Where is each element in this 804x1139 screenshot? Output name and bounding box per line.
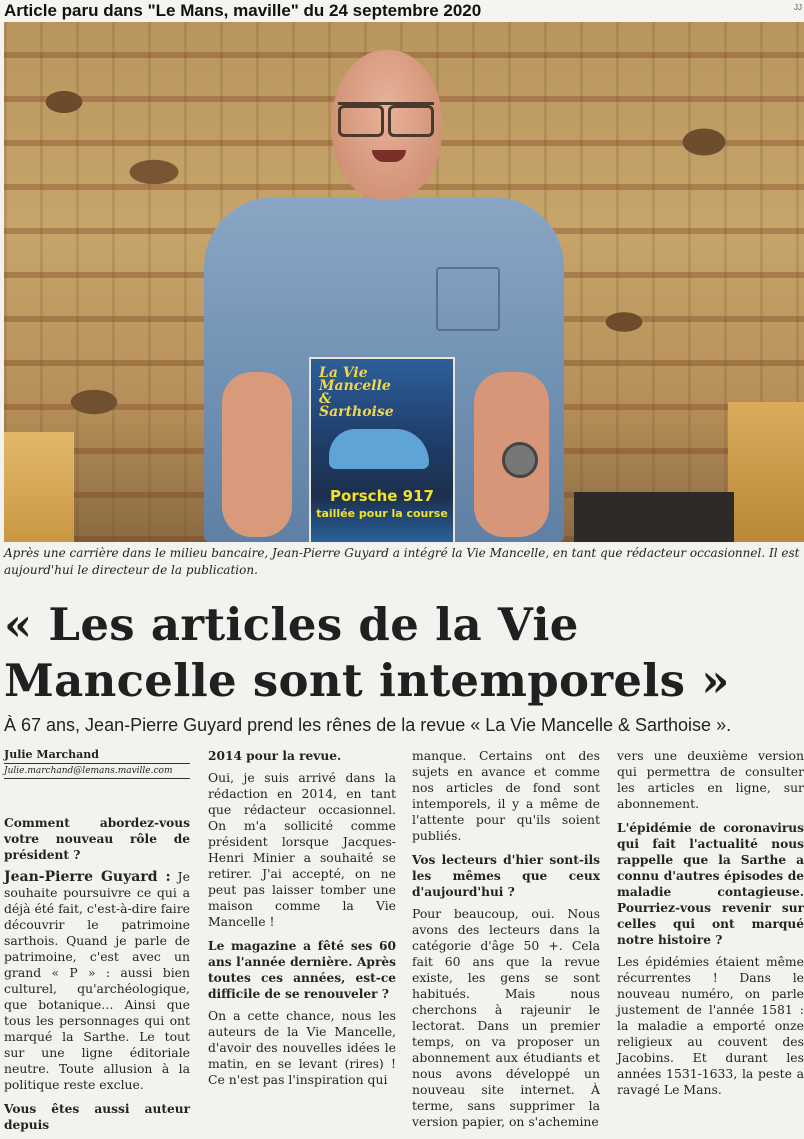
article-column-2	[208, 748, 396, 1096]
watch-icon	[502, 442, 538, 478]
shirt-pocket	[436, 267, 500, 331]
author-email: Julie.marchand@lemans.maville.com	[4, 764, 190, 779]
answer-4-start: Pour beaucoup, oui. Nous avons des lecteurs dans la catégorie d'âge 50 +. Cela fait 60 ans que la revue existe, les gens se sont habitués. Mais nous cherchons à rajeunir le lectorat. Dans un premier temps, on va proposer un abonnement aux étudiants et nous avons développé un nouveau site internet. À terme, sans supprimer la version papier, on s'achemine	[412, 906, 600, 1129]
question-1: Comment abordez-vous votre nouveau rôle de président ?	[4, 816, 190, 862]
magazine-title: La Vie Mancelle & Sarthoise	[319, 365, 394, 420]
banner-title: Article paru dans "Le Mans, maville" du 24 septembre 2020	[4, 1, 482, 20]
question-3: Le magazine a fêté ses 60 ans l'année dernière. Après toutes ces années, est-ce difficile de se renouveler ?	[208, 939, 396, 1001]
author-name: Julie Marchand	[4, 748, 190, 764]
article-column-4	[617, 748, 804, 1106]
glasses-icon	[338, 102, 434, 133]
article-standfirst: À 67 ans, Jean-Pierre Guyard prend les rênes de la revue « La Vie Mancelle & Sarthoise ».	[4, 715, 732, 735]
article-column-1	[4, 748, 190, 1139]
magazine-subline: taillée pour la course	[316, 507, 448, 520]
magazine-headline: Porsche 917	[330, 487, 434, 505]
answer-4-end: vers une deuxième version qui permettra de consulter les articles en ligne, sur abonnement.	[617, 748, 804, 811]
question-2-start: Vous êtes aussi auteur depuis	[4, 1102, 190, 1132]
question-4: Vos lecteurs d'hier sont-ils les mêmes que ceux d'aujourd'hui ?	[412, 853, 600, 899]
dark-box	[574, 492, 734, 542]
answer-3-start: On a cette chance, nous les auteurs de la Vie Mancelle, d'avoir des nouvelles idées le matin, en se levant (rires) ! Ce n'est pas l'inspiration qui	[208, 1008, 396, 1087]
magazine-cover	[309, 357, 455, 542]
article-headline: « Les articles de la Vie Mancelle sont intemporels »	[4, 598, 730, 707]
race-car-icon	[329, 429, 429, 469]
article-photo	[4, 22, 804, 542]
chair-left	[4, 432, 74, 542]
answer-3-end: manque. Certains ont des sujets en avance et comme nos articles de fond sont intemporels, il y a même de l'attente pour qu'ils soient publiés.	[412, 748, 600, 843]
photo-caption: Après une carrière dans le milieu bancaire, Jean-Pierre Guyard a intégré la Vie Mancelle, en tant que rédacteur occasionnel. Il est aujourd'hui le directeur de la publication.	[4, 546, 800, 577]
corner-mark: JJ	[794, 3, 802, 12]
article-column-3	[412, 748, 600, 1138]
answer-1-text: Je souhaite poursuivre ce qui a déjà été fait, c'est-à-dire faire découvrir le patrimoine sarthois. Quand je parle de patrimoine, c'est avec un grand « P » : aussi bien culturel, qu'archéologique, que botanique… Ainsi que tous les personnages qui ont marqué la Sarthe. Le tout sur une ligne éditoriale neutre. Toute allusion à la politique reste exclue.	[4, 869, 190, 1092]
answer-5: Les épidémies étaient même récurrentes ! Dans le nouveau numéro, on parle justement de l'année 1581 : la maladie a emporté onze religieux au couvent des Jacobins. Et durant les années 1531-1633, la peste a ravagé Le Mans.	[617, 954, 804, 1097]
answer-2: Oui, je suis arrivé dans la rédaction en 2014, en tant que rédacteur occasionnel. On m'a sollicité comme président lorsque Jacques-Henri Minier a souhaité se retirer. J'ai accepté, on ne peut pas laisser tomber une maison comme la Vie Mancelle !	[208, 770, 396, 929]
question-5: L'épidémie de coronavirus qui fait l'actualité nous rappelle que la Sarthe a connu d'autres épisodes de maladie contagieuse. Pourriez-vous revenir sur celles qui ont marqué notre histoire ?	[617, 821, 804, 947]
person-arm-left	[222, 372, 292, 537]
chair-right	[728, 402, 804, 542]
answer-1	[4, 869, 190, 1093]
question-2-end: 2014 pour la revue.	[208, 749, 342, 763]
speaker-name: Jean-Pierre Guyard :	[4, 869, 171, 885]
